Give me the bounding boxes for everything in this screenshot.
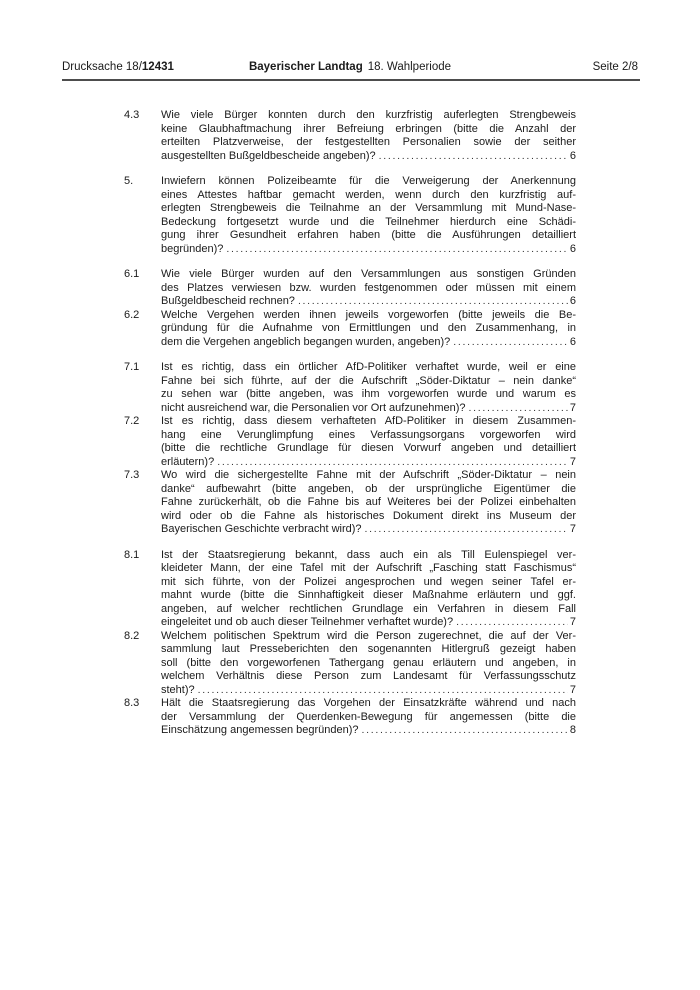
dot-leader <box>456 616 568 630</box>
drucksache-prefix: Drucksache 18/ <box>62 61 142 73</box>
toc-last-line <box>161 724 576 738</box>
dot-leader <box>453 336 568 350</box>
toc-line: keine Glaubhaftmachung ihrer Befreiung erbringen (bitte die Anzahl der <box>161 122 576 135</box>
toc-line: mahnt wurde (bitte die Sinnhaftigkeit dieser Maßnahme erläutern und ggf. <box>161 589 576 601</box>
toc-line: gung ihrer Gesundheit erfahren haben (bitte die Ausführungen detailliert <box>161 229 576 241</box>
drucksache-number: 12431 <box>141 61 174 73</box>
toc-last-line <box>161 243 576 257</box>
toc-item-text <box>161 175 576 256</box>
toc-line: erlegten Strengbeweis die Teilnahme an der Versammlung mit Mund-Nase- <box>161 202 576 214</box>
dot-leader <box>198 684 568 698</box>
toc-line: begründen)? <box>161 242 224 255</box>
header-rule <box>62 79 640 81</box>
page-header <box>62 61 638 73</box>
toc-line: Wie viele Bürger konnten durch den kurzfristig auferlegten Strengbeweis <box>161 109 576 121</box>
toc-item <box>124 361 576 415</box>
dot-leader <box>379 150 568 164</box>
toc-page-ref: 6 <box>569 335 576 348</box>
toc-item-text <box>161 415 576 469</box>
toc-item-number: 5. <box>124 175 134 187</box>
dot-leader <box>365 523 568 537</box>
toc-line: eingeleitet und ob auch dieser Teilnehmer verhaftet wurde)? <box>161 616 454 628</box>
toc-item <box>124 268 576 309</box>
toc-item <box>124 549 576 630</box>
toc-item <box>124 415 576 469</box>
toc-item-text <box>161 109 576 163</box>
toc-item-text <box>161 630 576 698</box>
toc-item-number: 8.2 <box>124 629 140 642</box>
toc-line: Welche Vergehen werden ihnen jeweils vorgeworfen (bitte jeweils die Be- <box>161 308 576 321</box>
toc-item-number: 6.1 <box>124 268 140 280</box>
toc-page-ref: 6 <box>569 242 576 255</box>
toc-item-text <box>161 469 576 537</box>
toc-page-ref: 6 <box>569 149 576 162</box>
toc-page-ref: 8 <box>569 724 576 736</box>
toc-line: nicht ausreichend war, die Personalien vor Ort aufzunehmen)? <box>161 401 466 414</box>
toc-line: zu sehen war (bitte angeben, was ihm vorgeworfen wurde und warum es <box>161 388 576 400</box>
toc-line: steht)? <box>161 683 195 696</box>
toc-line: mit sich führte, von der Polizei angesprochen und wegen seiner Tafel er- <box>161 575 576 588</box>
toc-page-ref: 7 <box>569 401 576 414</box>
toc-item-text <box>161 309 576 350</box>
dot-leader <box>217 456 568 470</box>
toc-line: gründung für die Aufnahme von Ermittlungen und den Zusammenhang, in <box>161 322 576 334</box>
toc-item-number: 7.2 <box>124 415 140 427</box>
toc-line: danke“ aufbewahrt (bitte angeben, ob der ursprüngliche Eigentümer die <box>161 482 576 495</box>
toc-line: (bitte die rechtliche Grundlage für diesen Vorwurf angeben und detailliert <box>161 442 576 454</box>
toc-line: Einschätzung angemessen begründen)? <box>161 724 359 736</box>
header-drucksache <box>62 61 242 73</box>
toc-page-ref: 7 <box>569 683 576 696</box>
toc-last-line <box>161 684 576 698</box>
toc-line: ausgestellten Bußgeldbescheide angeben)? <box>161 149 376 162</box>
toc-line: sammlung laut Presseberichten den sogenannten Hitlergruß gezeigt haben <box>161 643 576 655</box>
toc-line: Hält die Staatsregierung das Vorgehen der Einsatzkräfte während und nach <box>161 697 576 709</box>
toc-item <box>124 175 576 256</box>
toc-line: Fahne bei sich führte, auf der die Aufschrift „Söder-Diktatur – nein danke“ <box>161 374 576 387</box>
toc-item-number: 8.1 <box>124 548 140 561</box>
toc-line: Ist es richtig, dass ein örtlicher AfD-Politiker verhaftet wurde, weil er eine <box>161 361 576 373</box>
toc-item-text <box>161 549 576 630</box>
toc-item <box>124 630 576 698</box>
toc-line: des Platzes verwiesen bzw. wurden festgenommen oder müssen mit einem <box>161 281 576 294</box>
toc-last-line <box>161 523 576 537</box>
toc-item-number: 4.3 <box>124 109 140 121</box>
toc-line: Welchem politischen Spektrum wird die Person zugerechnet, die auf der Ver- <box>161 629 576 642</box>
toc-line: der Versammlung der Querdenken-Bewegung für angemessen (bitte die <box>161 710 576 723</box>
toc-line: Wie viele Bürger wurden auf den Versammlungen aus sonstigen Gründen <box>161 268 576 280</box>
toc-item <box>124 109 576 163</box>
toc-item-text <box>161 361 576 415</box>
toc-item <box>124 309 576 350</box>
dot-leader <box>469 402 568 416</box>
toc-page-ref: 7 <box>569 455 576 468</box>
dot-leader <box>226 243 567 257</box>
toc-line: welchem Verhältnis diese Person zum Landesamt für Verfassungsschutz <box>161 670 576 682</box>
toc-page-ref: 6 <box>569 295 576 307</box>
toc-line: Inwiefern können Polizeibeamte für die Verweigerung der Anerkennung <box>161 175 576 187</box>
toc-line: Bußgeldbescheid rechnen? <box>161 295 295 307</box>
toc-item-text <box>161 697 576 738</box>
toc-last-line <box>161 402 576 416</box>
toc-line: soll (bitte den vorgeworfenen Tathergang genau erläutern und angeben, in <box>161 656 576 669</box>
toc-last-line <box>161 616 576 630</box>
toc-item-number: 7.3 <box>124 469 140 481</box>
toc-item-text <box>161 268 576 309</box>
header-legislative-period: 18. Wahlperiode <box>367 61 452 73</box>
toc-list <box>124 109 576 738</box>
toc-page-ref: 7 <box>569 523 576 535</box>
toc-line: kleideter Mann, der eine Tafel mit der Aufschrift „Fasching statt Faschismus“ <box>161 562 576 574</box>
toc-item-number: 8.3 <box>124 697 140 709</box>
toc-last-line <box>161 456 576 470</box>
toc-line: eines Attestes haftbar gemacht werden, wenn durch den kurzfristig auf- <box>161 188 576 201</box>
toc-item <box>124 469 576 537</box>
toc-page-ref: 7 <box>569 616 576 628</box>
toc-item <box>124 697 576 738</box>
toc-last-line <box>161 295 576 309</box>
toc-line: Bedeckung fortgesetzt wurde und die Teilnehmer hierdurch eine Schädi- <box>161 215 576 228</box>
toc-line: erteilten Platzverweise, der festgestellten Personalien sowie der seither <box>161 136 576 148</box>
toc-line: erläutern)? <box>161 455 215 468</box>
toc-line: Ist es richtig, dass diesem verhafteten AfD-Politiker in diesem Zusammen- <box>161 415 576 427</box>
toc-last-line <box>161 150 576 164</box>
toc-line: Bayerischen Geschichte verbracht wird)? <box>161 523 362 535</box>
header-page-indicator: Seite 2/8 <box>592 61 638 73</box>
toc-item-number: 6.2 <box>124 308 140 321</box>
toc-item-number: 7.1 <box>124 361 140 373</box>
dot-leader <box>362 724 568 738</box>
toc-line: Fahne zurückerhält, ob die Fahne bis auf Weiteres bei der Polizei einbehalten <box>161 496 576 508</box>
header-parliament-name: Bayerischer Landtag <box>248 61 363 73</box>
toc-line: angeben, auf welcher rechtlichen Grundlage ein Verfahren in diesem Fall <box>161 602 576 615</box>
toc-line: wird oder ob die Fahne als historisches Dokument direkt ins Museum der <box>161 509 576 522</box>
header-title <box>242 61 458 73</box>
toc-line: Wo wird die sichergestellte Fahne mit der Aufschrift „Söder-Diktatur – nein <box>161 469 576 481</box>
toc-line: hang eine Verunglimpfung eines Verfassungsorgans vorgeworfen wird <box>161 428 576 441</box>
toc-last-line <box>161 336 576 350</box>
toc-line: dem die Vergehen angeblich begangen wurden, angeben)? <box>161 335 451 348</box>
toc-line: Ist der Staatsregierung bekannt, dass auch ein als Till Eulenspiegel ver- <box>161 548 576 561</box>
dot-leader <box>298 295 568 309</box>
